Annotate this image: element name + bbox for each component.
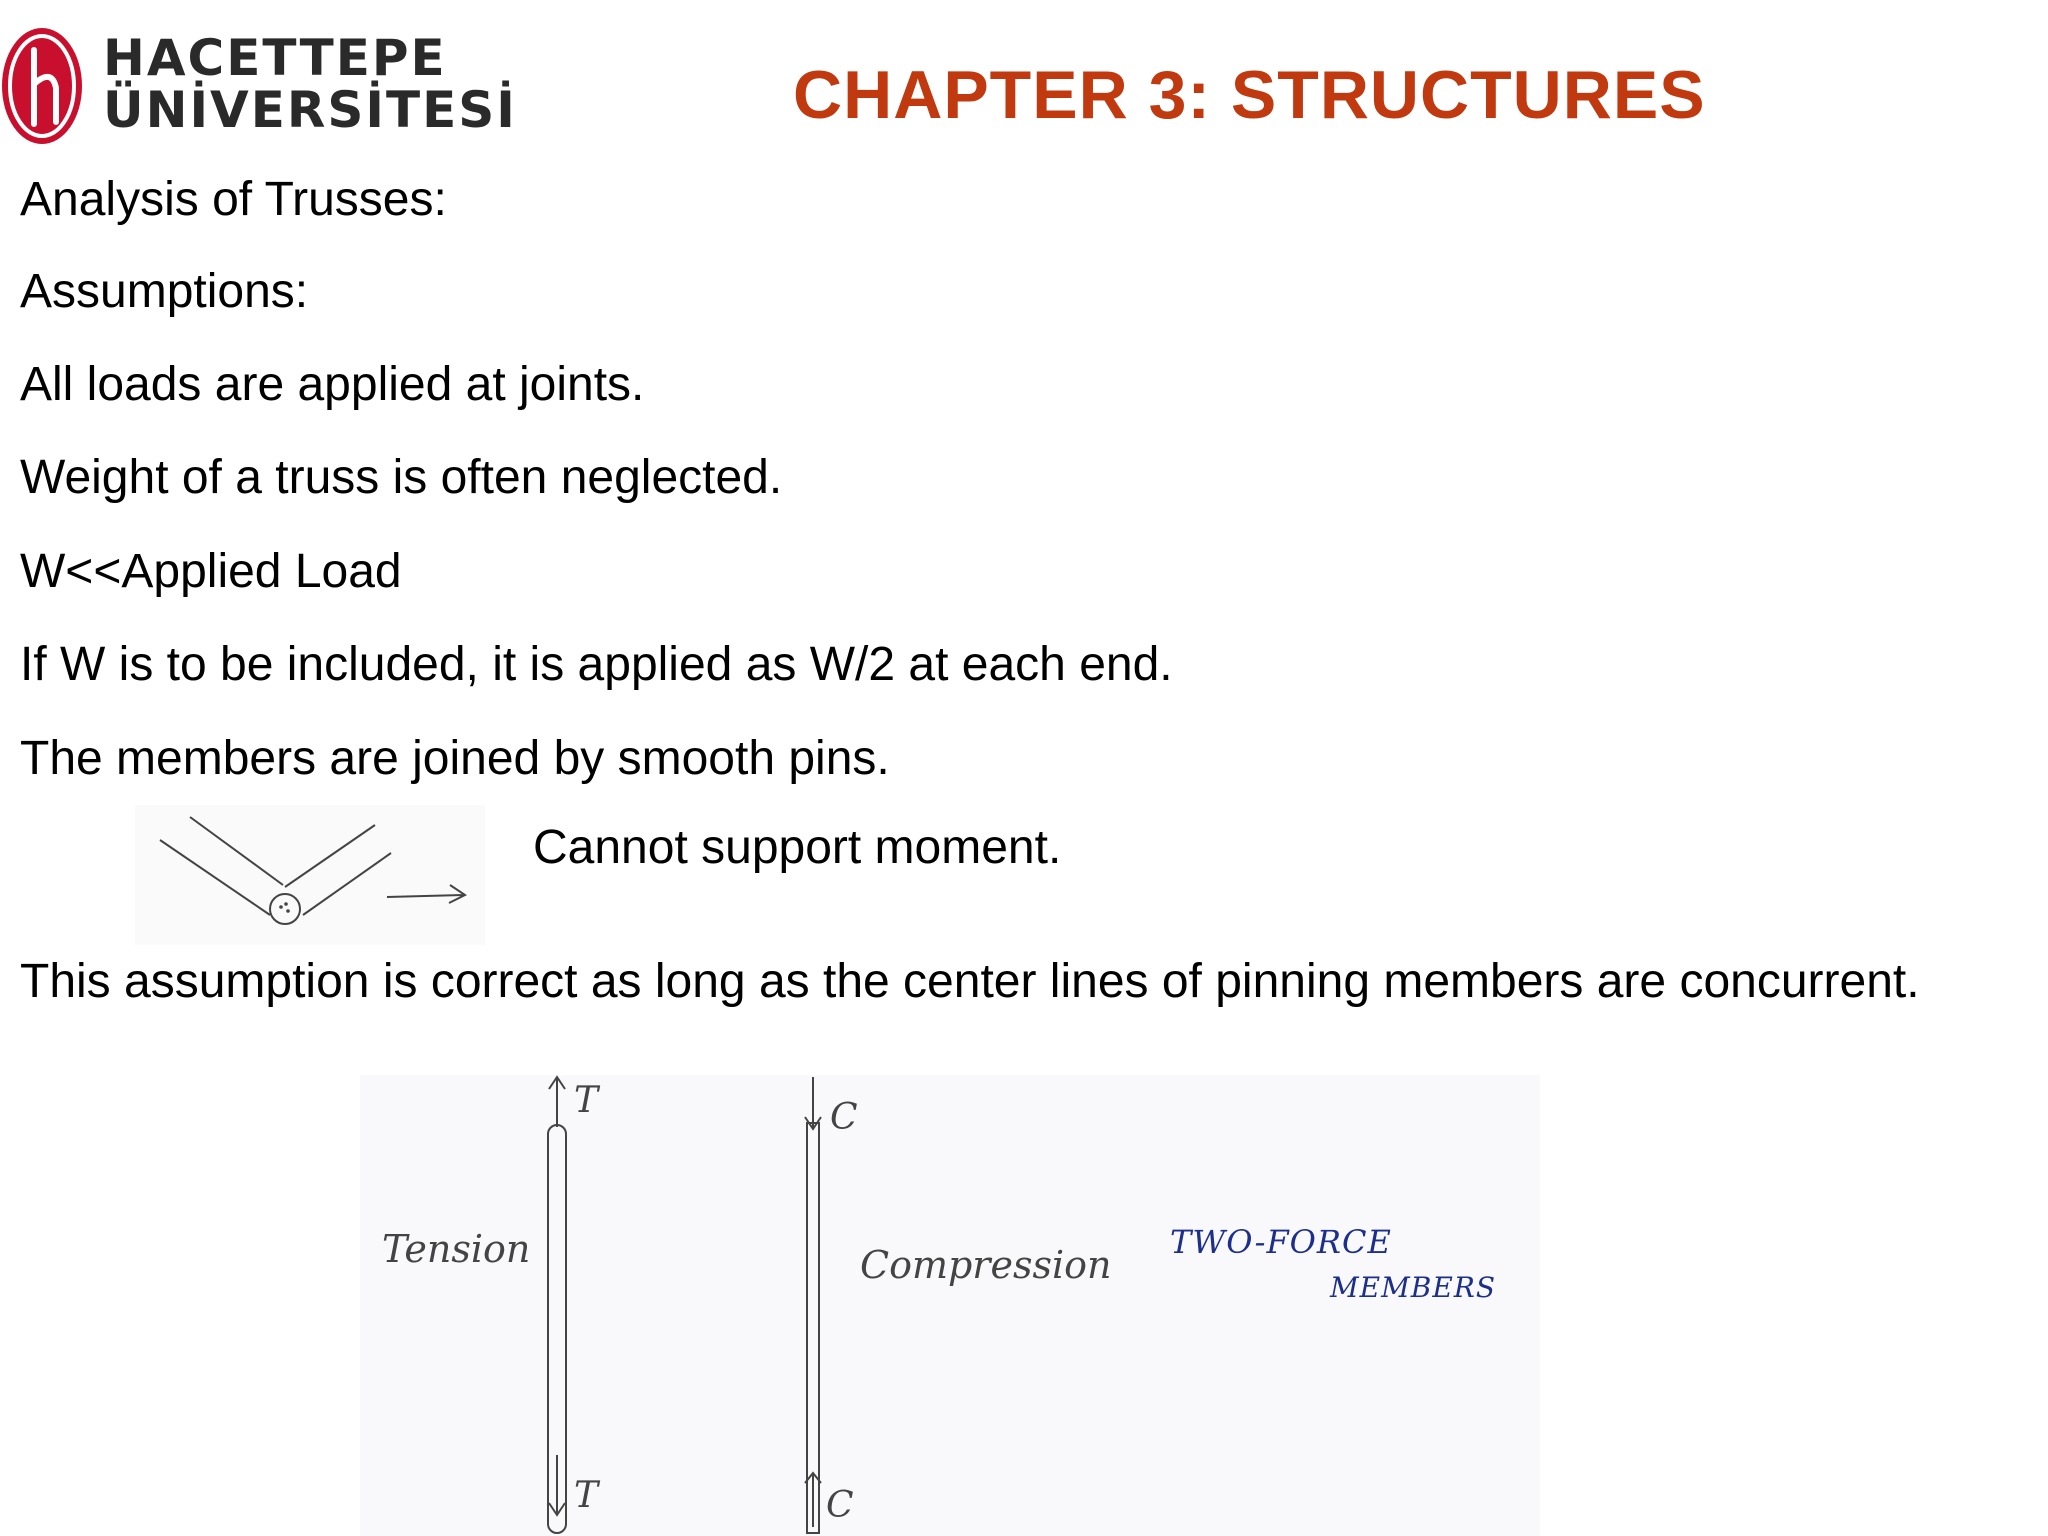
- compression-label: Compression: [860, 1243, 1112, 1287]
- assumption-loads: All loads are applied at joints.: [20, 358, 645, 411]
- assumption-w-half: If W is to be included, it is applied as W/2 at each end.: [20, 638, 1173, 691]
- concurrency-paragraph: This assumption is correct as long as the center lines of pinning members are concurrent.: [20, 955, 1920, 1008]
- assumption-weight: Weight of a truss is often neglected.: [20, 451, 783, 504]
- hacettepe-emblem-icon: [0, 22, 92, 150]
- two-force-members-sketch: [360, 1075, 1540, 1536]
- logo-line-2: ÜNİVERSİTESİ: [103, 81, 517, 139]
- two-force-label-line2: MEMBERS: [1330, 1271, 1497, 1304]
- university-logo: [0, 22, 517, 150]
- compression-top-label: C: [830, 1097, 858, 1138]
- pin-joint-sketch: [135, 805, 485, 945]
- logo-line-1: HACETTEPE: [103, 29, 447, 87]
- cannot-support-moment: Cannot support moment.: [533, 821, 1062, 874]
- two-force-label-line1: TWO-FORCE: [1170, 1223, 1392, 1261]
- compression-bottom-label: C: [826, 1485, 854, 1526]
- heading-assumptions: Assumptions:: [20, 265, 309, 318]
- tension-label: Tension: [382, 1227, 531, 1271]
- tension-bottom-label: T: [574, 1475, 599, 1516]
- heading-analysis: Analysis of Trusses:: [20, 173, 447, 226]
- assumption-smooth-pins: The members are joined by smooth pins.: [20, 732, 890, 785]
- logo-wordmark: [103, 29, 517, 139]
- chapter-title: CHAPTER 3: STRUCTURES: [793, 57, 1706, 133]
- tension-top-label: T: [574, 1080, 599, 1121]
- assumption-w-less-load: W<<Applied Load: [20, 545, 402, 598]
